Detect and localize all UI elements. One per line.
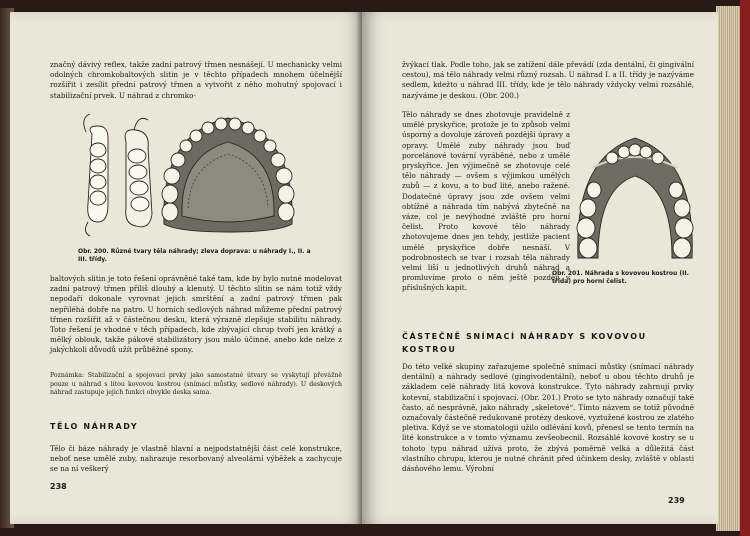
- right-para-top-text: žvýkací tlak. Podle toho, jak se zatížení dále převádí (zda dentální, či gingivální cestou), má tělo náhrady velmi různý rozsah. U náhrad I. a II. třídy je nazýváme sedlem, kdežto u náhrad III. třídy, kde je tělo náhrady vždycky velmi rozsáhlé, nazýváme je deskou. (Obr. 200.): [402, 60, 694, 100]
- section-heading-telo-nahrady: [50, 422, 138, 431]
- section-heading-telo-nahrady-text: TĚLO NÁHRADY: [50, 422, 139, 431]
- right-para-bottom-text: Do této velké skupiny zařazujeme společně snímací můstky (snímací náhrady dentální) a náhrady sedlové (gingivodentální), neboť u obou těchto druhů je základem celé náhrady litá kovová konstrukce. Tyto náhrady zahrnují prvky kotevní, stabilizační i spojovací. (Obr. 201.) Proto se tyto náhrady označují také často, ač nesprávně, jako náhrady „skeletové“. Tímto názvem se totiž původně označovaly částečně redukované protézy deskové, vyztužené kostrou ze zlatého pletiva. Když se ve stomatologii užilo odlévání kovů, přenesl se tento termín na lité konstrukce a v tomto významu zevšeobecnil. Rozsáhlé kovové kostry se u tohoto typu náhrad užívá proto, že zbývá poměrně velká a důležitá část vlastního chrupu, kterou je nutné chránit před účinkem desky, zvláště v oblasti dásňového lemu. Výrobní: [402, 362, 694, 474]
- left-note-text: Poznámka: Stabilizační a spojovací prvky jako samostatné útvary se vyskytují převážně pouze u náhrad s litou kovovou kostrou (snímací můstky, sedlové náhrady). U deskových náhrad zastupuje jejich funkci obvykle deska sama.: [50, 372, 342, 397]
- page-number-left-text: 238: [50, 482, 67, 491]
- figure-201-metal-frame-denture: [572, 128, 698, 266]
- figure-200-caption: [78, 248, 318, 265]
- page-number-right: [668, 496, 685, 505]
- left-para-bottom-text: Tělo či báze náhrady je vlastně hlavní a nejpodstatnější část celé konstrukce, neboť nese umělé zuby, nahrazuje resorbovaný alveolární výběžek a zachycuje se na ní veškerý: [50, 444, 342, 474]
- figure-201-caption-text: Obr. 201. Náhrada s kovovou kostrou (II. třída) pro horní čelist.: [552, 270, 689, 286]
- right-para-body: [402, 110, 570, 294]
- right-para-body-text: Tělo náhrady se dnes zhotovuje pravidelně z umělé pryskyřice, protože je to způsob velmi úsporný a dovoluje zároveň pozdější úpravy a opravy. Umělé zuby náhrady jsou buď porcelánové tovární vyráběné, nebo z umělé pryskyřice. Jen výjimečně se zhotovuje celé tělo náhrady — ovšem s výjimkou umělých zubů — z kovu, a to buď lité, anebo ražené. Dodatečné úpravy jsou zde ovšem velmi obtížné a náhrada tím nabývá zbytečně na váze, col je nevýhodné zvláště pro horní čelist. Proto kovové tělo náhrady zhotovujeme dnes jen tehdy, jestliže pacient umělé pryskyřice dobře nesnáší. V podrobnostech se tvar i rozsah těla náhrady velmi liší u jednotlivých druhů náhrad a promluvíme proto o něm ještě později v příslušných kapit.: [402, 110, 570, 293]
- left-para-bottom: [50, 444, 342, 475]
- red-edge-strip: [740, 0, 750, 536]
- left-para-mid-text: baltových slitin je toto řešení oprávněné také tam, kde by bylo nutné modelovat zadní patrový třmen příliš dlouhý a klenutý. U těchto slitin se nám totiž vždy nepodaří dokonale vyrovnat jejich smrštění a zadní patrový třmen pak nepřiléhá dobře na patro. U horních sedlových náhrad můžeme přední patrový třmen rozšířit až v částečnou desku, která výrazně zlepšuje stabilitu náhrady. Toto řešení je vhodné v těch případech, kde zbývající chrup tvoří jen krátký a mělký oblouk, takže pákové stabilizátory jsou málo účinné, anebo kde nelze z jakýchkoli důvodů užít průběžné spony.: [50, 274, 342, 355]
- page-number-right-text: 239: [668, 496, 685, 505]
- right-page: [362, 12, 718, 524]
- right-para-bottom: [402, 362, 694, 474]
- figure-201-caption: [552, 270, 694, 287]
- left-note: [50, 372, 342, 398]
- page-number-left: [50, 482, 67, 491]
- left-page: [10, 12, 362, 524]
- figure-200-denture-shapes: [78, 104, 318, 246]
- left-para-mid: [50, 274, 342, 356]
- section-heading-castecne-snimaci: [402, 330, 694, 356]
- left-para-top: [50, 60, 342, 101]
- right-para-top: [402, 60, 694, 101]
- section-heading-castecne-snimaci-text: ČÁSTEČNĚ SNÍMACÍ NÁHRADY S KOVOVOU KOSTROU: [402, 332, 647, 354]
- left-para-top-text: značný dávivý reflex, takže zadní patrový třmen nesnášejí. U mechanicky velmi odolných chromkobaltových slitin je v těchto případech mnohem účelnější rozšířit i zesílit přední patrový třmen a vytvořit z něho mohutný spojovací i stabilizační prvek. U náhrad z chromko-: [50, 60, 342, 100]
- figure-200-caption-text: Obr. 200. Různé tvary těla náhrady; zleva doprava: u náhrady I., II. a III. třídy.: [78, 248, 311, 264]
